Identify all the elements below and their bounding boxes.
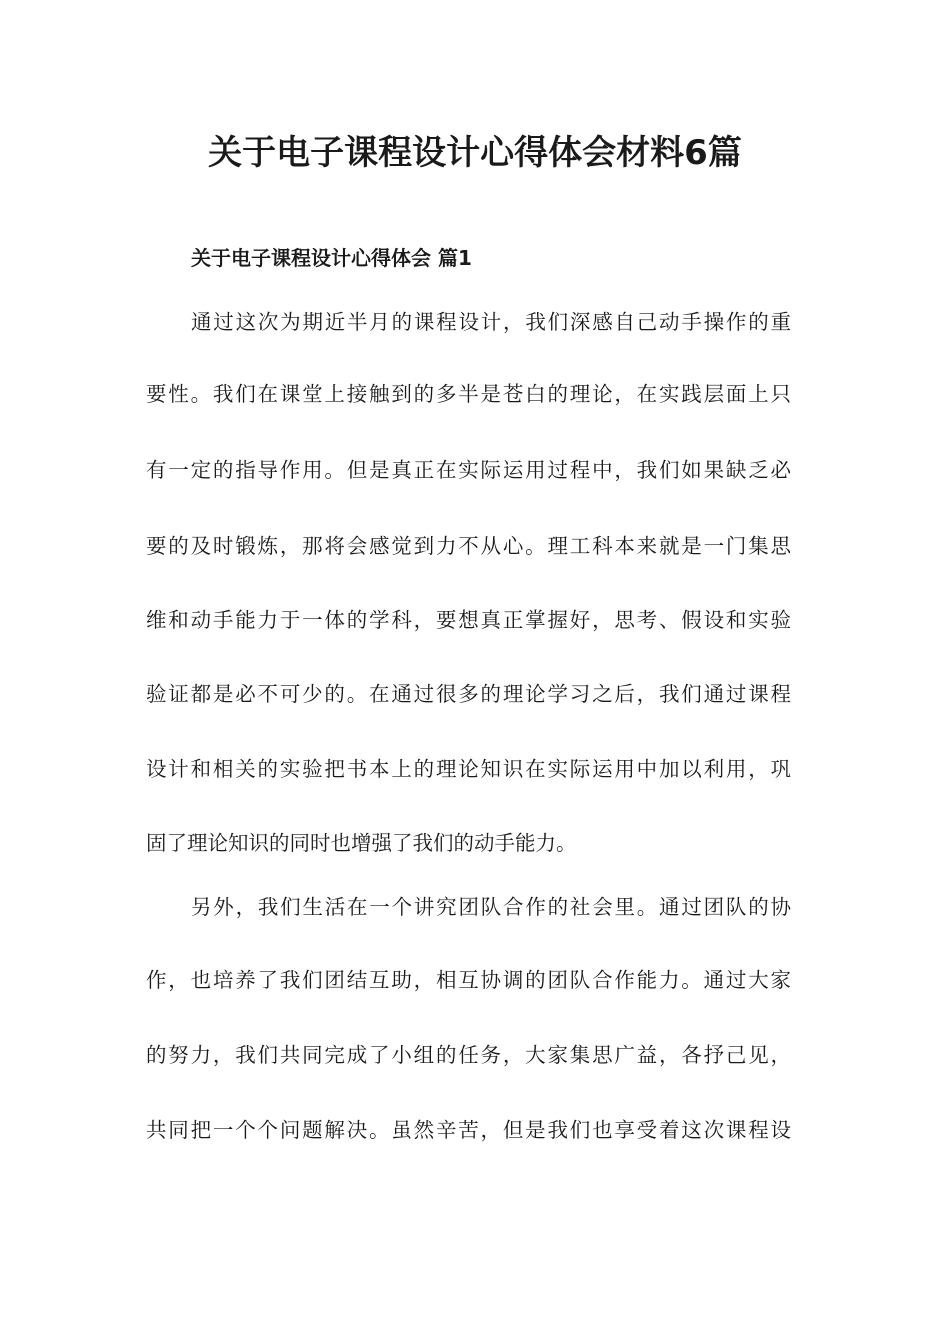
paragraph-line: 通过这次为期近半月的课程设计，我们深感自己动手操作的重 — [191, 310, 791, 334]
paragraph-line: 维和动手能力于一体的学科，要想真正掌握好，思考、假设和实验 — [146, 608, 791, 632]
paragraph-line: 要性。我们在课堂上接触到的多半是苍白的理论，在实践层面上只 — [146, 382, 791, 406]
section-heading: 关于电子课程设计心得体会 篇1 — [191, 246, 472, 270]
paragraph-line: 固了理论知识的同时也增强了我们的动手能力。 — [146, 831, 577, 855]
paragraph-line: 验证都是必不可少的。在通过很多的理论学习之后，我们通过课程 — [146, 682, 791, 706]
paragraph-line: 共同把一个个问题解决。虽然辛苦，但是我们也享受着这次课程设 — [146, 1118, 791, 1142]
paragraph-line: 作，也培养了我们团结互助，相互协调的团队合作能力。通过大家 — [146, 968, 791, 992]
paragraph-line: 要的及时锻炼，那将会感觉到力不从心。理工科本来就是一门集思 — [146, 534, 791, 558]
paragraph-line: 另外，我们生活在一个讲究团队合作的社会里。通过团队的协 — [191, 895, 791, 919]
paragraph-line: 设计和相关的实验把书本上的理论知识在实际运用中加以利用，巩 — [146, 757, 791, 781]
paragraph-line: 的努力，我们共同完成了小组的任务，大家集思广益，各抒己见， — [146, 1043, 791, 1067]
paragraph-line: 有一定的指导作用。但是真正在实际运用过程中，我们如果缺乏必 — [146, 458, 791, 482]
document-title: 关于电子课程设计心得体会材料6篇 — [208, 133, 742, 173]
